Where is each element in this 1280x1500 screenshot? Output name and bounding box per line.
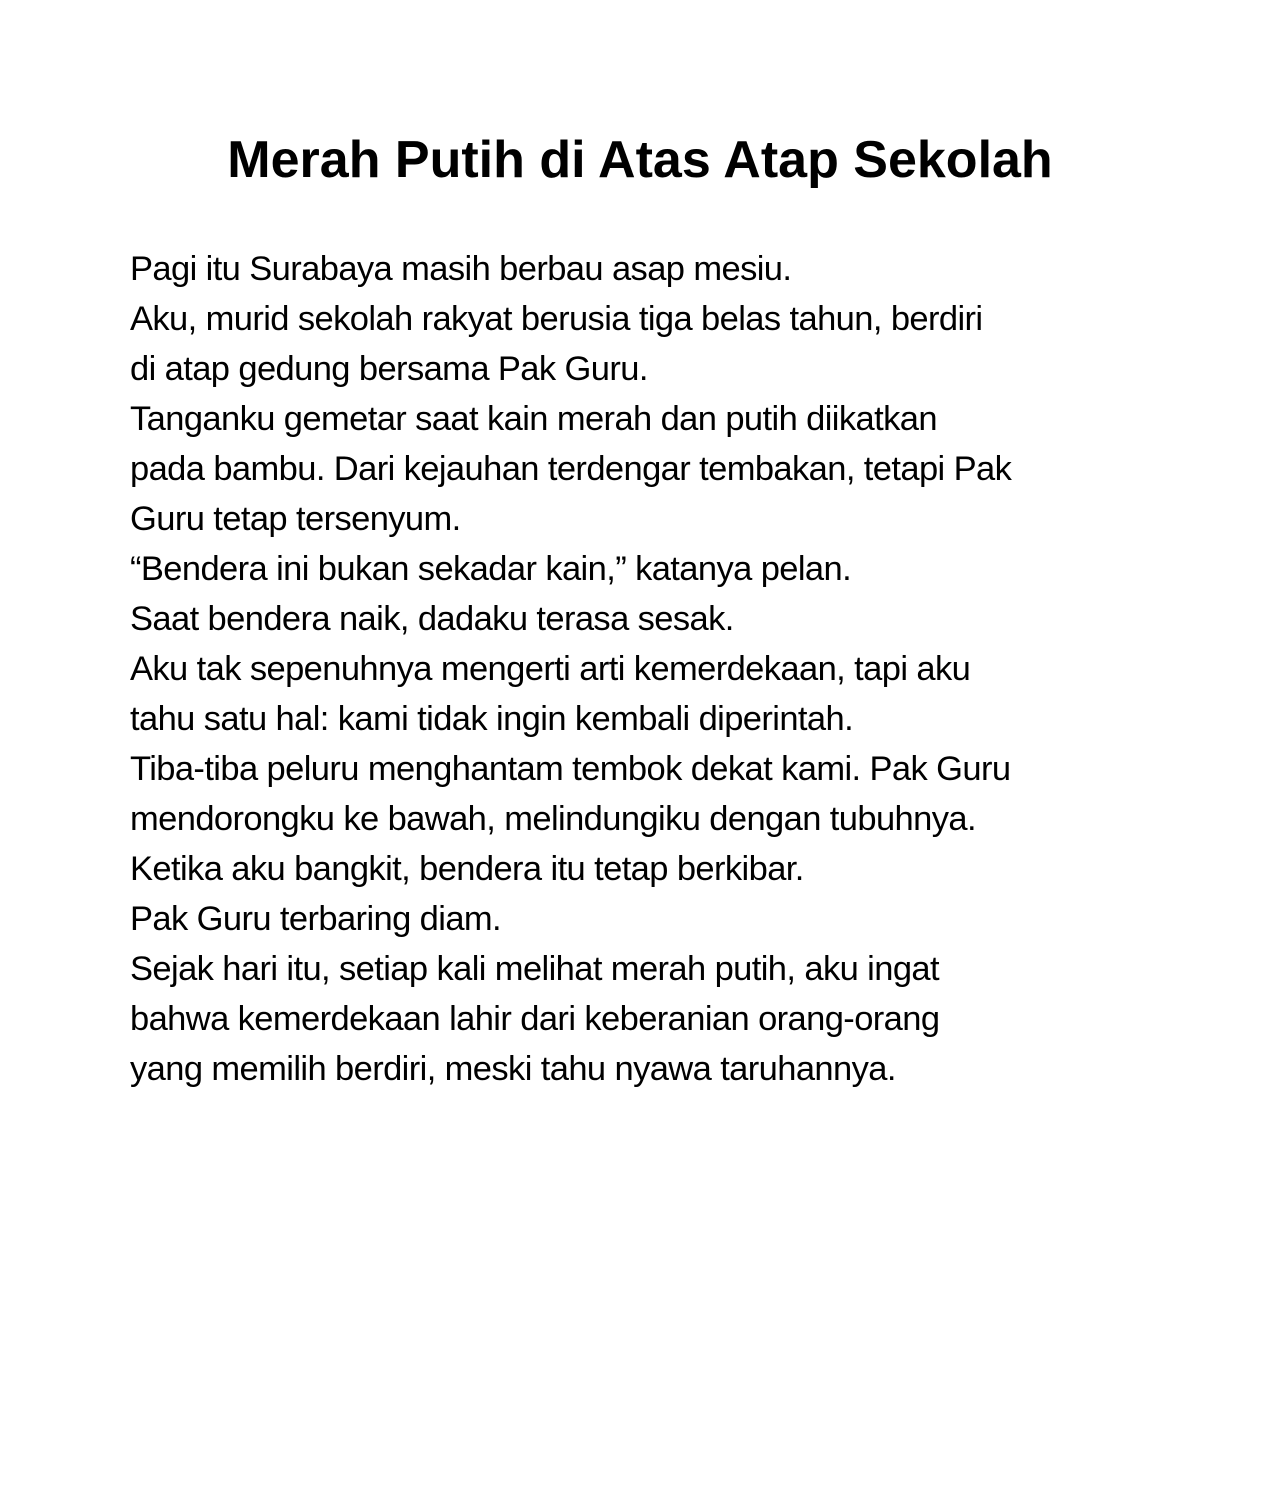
story-line: Guru tetap tersenyum. — [130, 500, 461, 538]
story-line: mendorongku ke bawah, melindungiku dengan tubuhnya. — [130, 800, 976, 838]
story-line: pada bambu. Dari kejauhan terdengar tembakan, tetapi Pak — [130, 450, 1012, 488]
story-line: Saat bendera naik, dadaku terasa sesak. — [130, 600, 734, 638]
story-line: Pak Guru terbaring diam. — [130, 900, 502, 938]
story-title: Merah Putih di Atas Atap Sekolah — [227, 131, 1053, 189]
story-line: “Bendera ini bukan sekadar kain,” katanya pelan. — [130, 550, 852, 588]
story-body — [130, 244, 1170, 1094]
story-line: bahwa kemerdekaan lahir dari keberanian orang-orang — [130, 1000, 940, 1038]
story-line: yang memilih berdiri, meski tahu nyawa taruhannya. — [130, 1050, 896, 1088]
story-line: tahu satu hal: kami tidak ingin kembali diperintah. — [130, 700, 854, 738]
story-line: Aku tak sepenuhnya mengerti arti kemerdekaan, tapi aku — [130, 650, 971, 688]
story-line: Ketika aku bangkit, bendera itu tetap berkibar. — [130, 850, 804, 888]
story-line: Sejak hari itu, setiap kali melihat merah putih, aku ingat — [130, 950, 939, 988]
story-line: Tanganku gemetar saat kain merah dan putih diikatkan — [130, 400, 937, 438]
story-line: di atap gedung bersama Pak Guru. — [130, 350, 648, 388]
story-line: Tiba-tiba peluru menghantam tembok dekat kami. Pak Guru — [130, 750, 1011, 788]
story-line: Pagi itu Surabaya masih berbau asap mesiu. — [130, 250, 792, 288]
story-line: Aku, murid sekolah rakyat berusia tiga belas tahun, berdiri — [130, 300, 983, 338]
